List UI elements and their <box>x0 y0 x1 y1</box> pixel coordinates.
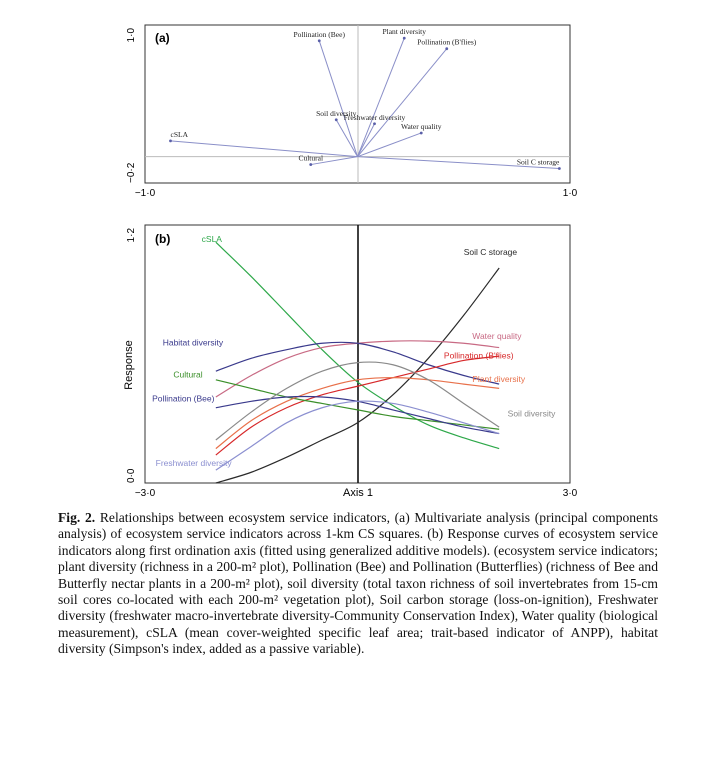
vector-tip-freshwater-diversity <box>373 122 376 125</box>
curve-label-csla: cSLA <box>201 234 222 245</box>
vector-tip-cultural <box>309 163 312 166</box>
vector-label-pollination-bee: Pollination (Bee) <box>293 29 345 39</box>
vector-label-pollination-b-flies: Pollination (B'flies) <box>417 37 477 47</box>
vector-tip-pollination-b-flies <box>445 47 448 50</box>
caption-label: Fig. 2. <box>58 510 96 525</box>
caption-text: Relationships between ecosystem service indicators, (a) Multivariate analysis (principal components analysis) of ecosystem service indicators across 1-km CS squares. (b) Response curves of ecosystem service indicators along first ordination axis (fitted using generalized additive models). (ecosystem service indicators; plant diversity (richness in a 200-m² plot), Pollination (Bee) and Pollination (Butterflies) (richness of Bee and Butterfly nectar plants in a 200-m² plot), soil diversity (total taxon richness of soil invertebrates from 15-cm soil cores co-located with each 200-m² vegetation plot), Soil carbon storage (loss-on-ignition), Freshwater diversity (freshwater macro-invertebrate diversity-Community Conservation Index), Water quality (biological measurement), cSLA (mean cover-weighted specific leaf area; trait-based indicator of ANPP), habitat diversity (Simpson's index, added as a passive variable). <box>58 510 658 657</box>
panel-b-ytick-bottom: 0·0 <box>126 468 137 483</box>
panel-a-xtick-right: 1·0 <box>562 188 578 199</box>
curve-label-freshwater-diversity: Freshwater diversity <box>155 457 232 468</box>
panel-b <box>123 225 578 499</box>
panel-b-label: (b) <box>155 232 171 246</box>
panel-a-label: (a) <box>155 31 170 45</box>
vector-tip-water-quality <box>420 132 423 135</box>
vector-tip-soil-diversity <box>335 118 338 121</box>
panel-a <box>126 25 578 199</box>
vector-label-water-quality: Water quality <box>401 121 442 131</box>
curve-label-plant-diversity: Plant diversity <box>472 373 526 384</box>
curve-label-cultural: Cultural <box>173 369 203 380</box>
curve-label-soil-diversity: Soil diversity <box>507 408 556 419</box>
vector-tip-csla <box>169 139 172 142</box>
vector-label-freshwater-diversity: Freshwater diversity <box>343 112 406 122</box>
panel-b-ylabel: Response <box>123 340 135 390</box>
panel-b-xtick-right: 3·0 <box>562 488 578 499</box>
vector-tip-pollination-bee <box>318 39 321 42</box>
vector-label-cultural: Cultural <box>298 153 324 163</box>
figure-caption <box>58 510 658 658</box>
vector-csla <box>171 141 358 157</box>
panel-b-xlabel: Axis 1 <box>343 487 373 499</box>
vector-pollination-bee <box>319 41 357 157</box>
curve-label-habitat-diversity: Habitat diversity <box>162 337 224 348</box>
vector-label-soil-diversity: Soil diversity <box>316 108 357 118</box>
panel-b-xtick-left: −3·0 <box>134 488 156 499</box>
vector-label-csla: cSLA <box>170 129 188 139</box>
vector-plant-diversity <box>358 38 405 157</box>
panel-a-ytick-bottom: −0·2 <box>126 162 137 183</box>
panel-a-xtick-left: −1·0 <box>134 188 156 199</box>
curve-label-soil-c-storage: Soil C storage <box>463 247 518 258</box>
curve-label-water-quality: Water quality <box>472 330 522 341</box>
panel-b-ytick-top: 1·2 <box>126 228 137 243</box>
vector-label-plant-diversity: Plant diversity <box>382 27 427 37</box>
panel-a-ytick-top: 1·0 <box>126 28 137 43</box>
vector-tip-soil-c-storage <box>558 167 561 170</box>
vector-tip-plant-diversity <box>403 37 406 40</box>
vector-label-soil-c-storage: Soil C storage <box>516 157 560 167</box>
curve-label-pollination-bee: Pollination (Bee) <box>152 393 215 404</box>
curve-label-pollination-b-flies: Pollination (B'flies) <box>443 350 514 361</box>
